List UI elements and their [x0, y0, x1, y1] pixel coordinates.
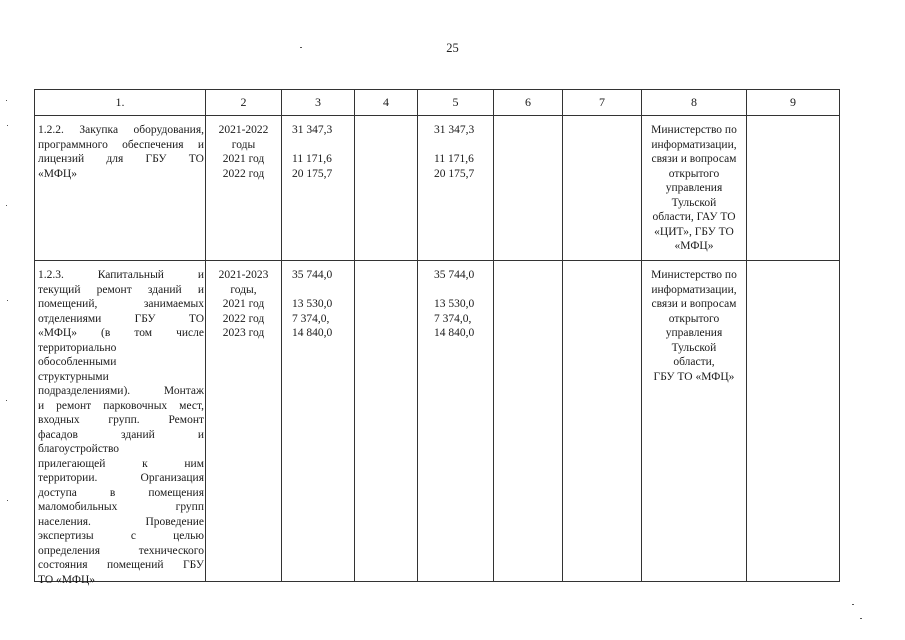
- col3-value: 20 175,7: [292, 167, 333, 180]
- col-border: [281, 89, 282, 582]
- description-line: определения технического: [38, 544, 204, 557]
- description-line: 1.2.2. Закупка оборудования,: [38, 124, 204, 136]
- description-line: отделениями ГБУ ТО: [38, 312, 204, 325]
- description-line: текущий ремонт зданий и: [38, 283, 204, 296]
- description-line: структурными: [38, 370, 109, 383]
- col5-value: 13 530,0: [434, 298, 475, 310]
- executor-line: «МФЦ»: [674, 240, 714, 252]
- header-col-9: 9: [790, 95, 796, 109]
- description-line: и ремонт парковочных мест,: [38, 399, 204, 412]
- executor-line: «ЦИТ», ГБУ ТО: [654, 225, 734, 238]
- executor-line: связи и вопросам: [651, 153, 737, 165]
- row-col3-values: [292, 268, 332, 341]
- description-line: ТО «МФЦ»: [38, 573, 96, 586]
- description-line: 1.2.3. Капитальный и: [38, 269, 204, 281]
- period-line: годы: [231, 138, 256, 151]
- description-line: обособленными: [38, 356, 117, 368]
- row-description: [38, 123, 204, 181]
- description-line: «МФЦ»: [38, 167, 77, 180]
- col3-value: [292, 283, 332, 298]
- period-line: 2021 год: [222, 153, 265, 165]
- col5-value: [434, 138, 474, 153]
- col3-value: 13 530,0: [292, 298, 333, 310]
- col3-value: 7 374,0,: [292, 312, 330, 325]
- col3-value: 14 840,0: [292, 327, 333, 339]
- executor-line: открытого: [668, 312, 720, 325]
- header-col-8: 8: [691, 95, 697, 109]
- period-line: 2021 год: [222, 298, 265, 310]
- col-border: [746, 89, 747, 582]
- col5-value: 35 744,0: [434, 269, 475, 281]
- period-line: 2021-2022: [218, 124, 269, 136]
- executor-line: Тульской: [671, 341, 717, 354]
- col3-value: 31 347,3: [292, 124, 333, 136]
- row-description: [38, 268, 204, 587]
- description-line: экспертизы с целью: [38, 530, 204, 542]
- row-executor: [642, 268, 746, 384]
- col5-value: 20 175,7: [434, 167, 475, 180]
- col-border: [839, 89, 840, 582]
- description-line: благоустройство: [38, 443, 120, 455]
- row-col5-values: [434, 123, 474, 181]
- col3-value: [292, 138, 332, 153]
- col3-value: 35 744,0: [292, 269, 333, 281]
- executor-line: Тульской: [671, 196, 717, 209]
- description-line: входных групп. Ремонт: [38, 414, 204, 426]
- description-line: территориально: [38, 341, 117, 354]
- description-line: прилегающей к ним: [38, 457, 204, 470]
- executor-line: Министерство по: [651, 269, 737, 281]
- row-col5-values: [434, 268, 474, 341]
- col5-value: 14 840,0: [434, 327, 475, 339]
- row-period: [206, 268, 281, 341]
- description-line: доступа в помещения: [38, 486, 204, 499]
- col-border: [493, 89, 494, 582]
- period-line: 2022 год: [222, 167, 265, 180]
- header-col-6: 6: [525, 95, 531, 109]
- description-line: населения. Проведение: [38, 515, 204, 528]
- executor-line: информатизации,: [651, 283, 737, 296]
- executor-line: информатизации,: [651, 138, 737, 151]
- description-line: маломобильных групп: [38, 501, 204, 513]
- col-border: [562, 89, 563, 582]
- col5-value: 7 374,0,: [434, 312, 472, 325]
- period-line: 2023 год: [222, 327, 265, 339]
- col5-value: 31 347,3: [434, 124, 475, 136]
- executor-line: области,: [673, 356, 715, 368]
- row-period: [206, 123, 281, 181]
- header-col-3: 3: [315, 95, 321, 109]
- col5-value: [434, 283, 474, 298]
- col-border: [417, 89, 418, 582]
- header-col-2: 2: [240, 95, 247, 109]
- period-line: 2022 год: [222, 312, 265, 325]
- col3-value: 11 171,6: [292, 153, 332, 165]
- description-line: лицензий для ГБУ ТО: [38, 153, 204, 165]
- period-line: 2021-2023: [218, 269, 269, 281]
- executor-line: ГБУ ТО «МФЦ»: [653, 370, 735, 383]
- description-line: программного обеспечения и: [38, 138, 204, 151]
- description-line: подразделениями). Монтаж: [38, 385, 204, 397]
- page-number: 25: [446, 41, 459, 55]
- executor-line: открытого: [668, 167, 720, 180]
- executor-line: связи и вопросам: [651, 298, 737, 310]
- executor-line: управления: [665, 327, 723, 339]
- period-line: годы,: [230, 283, 257, 296]
- col-border: [34, 89, 35, 582]
- description-line: фасадов зданий и: [38, 428, 204, 441]
- row-divider: [34, 260, 840, 261]
- description-line: помещений, занимаемых: [38, 298, 204, 310]
- row-col3-values: [292, 123, 332, 181]
- header-col-7: 7: [599, 95, 605, 109]
- col-border: [354, 89, 355, 582]
- description-line: «МФЦ» (в том числе: [38, 327, 204, 339]
- description-line: территории. Организация: [38, 472, 204, 484]
- header-col-1: 1.: [115, 95, 125, 109]
- header-bottom-border: [34, 115, 840, 116]
- header-col-4: 4: [383, 95, 389, 109]
- executor-line: области, ГАУ ТО: [652, 211, 736, 223]
- description-line: состояния помещений ГБУ: [38, 559, 204, 571]
- row-executor: [642, 123, 746, 254]
- col5-value: 11 171,6: [434, 153, 474, 165]
- executor-line: управления: [665, 182, 723, 194]
- executor-line: Министерство по: [651, 124, 737, 136]
- header-col-5: 5: [452, 95, 459, 109]
